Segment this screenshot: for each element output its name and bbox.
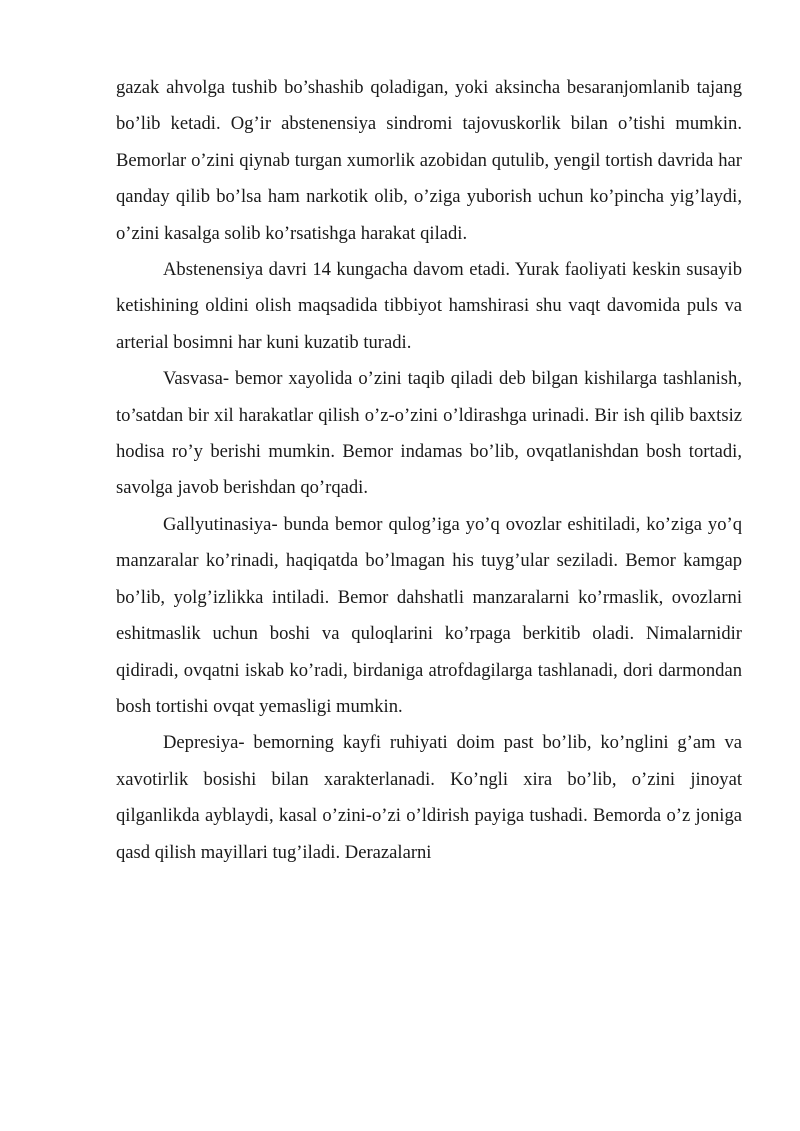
paragraph-delusion: Vasvasa- bemor xayolida o’zini taqib qiladi deb bilgan kishilarga tashlanish, to’satdan bir xil harakatlar qilish o’z-o’zini o’ldirashga urinadi. Bir ish qilib baxtsiz hodisa ro’y berishi mumkin. Bemor indamas bo’lib, ovqatlanishdan bosh tortadi, savolga javob berishdan qo’rqadi. [116, 368, 742, 499]
document-page [116, 70, 742, 871]
paragraph-depression: Depresiya- bemorning kayfi ruhiyati doim past bo’lib, ko’nglini g’am va xavotirlik bosishi bilan xarakterlanadi. Ko’ngli xira bo’lib, o’zini jinoyat qilganlikda ayblaydi, kasal o’zini-o’zi o’ldirish payiga tushadi. Bemorda o’z joniga qasd qilish mayillari tug’iladi. Derazalarni [116, 732, 742, 863]
paragraph-continuation: gazak ahvolga tushib bo’shashib qoladigan, yoki aksincha besaranjomlanib tajang bo’lib ketadi. Og’ir abstenensiya sindromi tajovuskorlik bilan o’tishi mumkin. Bemorlar o’zini qiynab turgan xumorlik azobidan qutulib, yengil tortish davrida har qanday qilib bo’lsa ham narkotik olib, o’ziga yuborish uchun ko’pincha yig’laydi, o’zini kasalga solib ko’rsatishga harakat qiladi. [116, 77, 742, 244]
paragraph-hallucination: Gallyutinasiya- bunda bemor qulog’iga yo’q ovozlar eshitiladi, ko’ziga yo’q manzaralar ko’rinadi, haqiqatda bo’lmagan his tuyg’ular seziladi. Bemor kamgap bo’lib, yolg’izlikka intiladi. Bemor dahshatli manzaralarni ko’rmaslik, ovozlarni eshitmaslik uchun boshi va quloqlarini ko’rpaga berkitib oladi. Nimalarnidir qidiradi, ovqatni iskab ko’radi, birdaniga atrofdagilarga tashlanadi, dori darmondan bosh tortishi ovqat yemasligi mumkin. [116, 513, 742, 717]
paragraph-abstinence-period: Abstenensiya davri 14 kungacha davom etadi. Yurak faoliyati keskin susayib ketishining oldini olish maqsadida tibbiyot hamshirasi shu vaqt davomida puls va arterial bosimni har kuni kuzatib turadi. [116, 259, 742, 353]
